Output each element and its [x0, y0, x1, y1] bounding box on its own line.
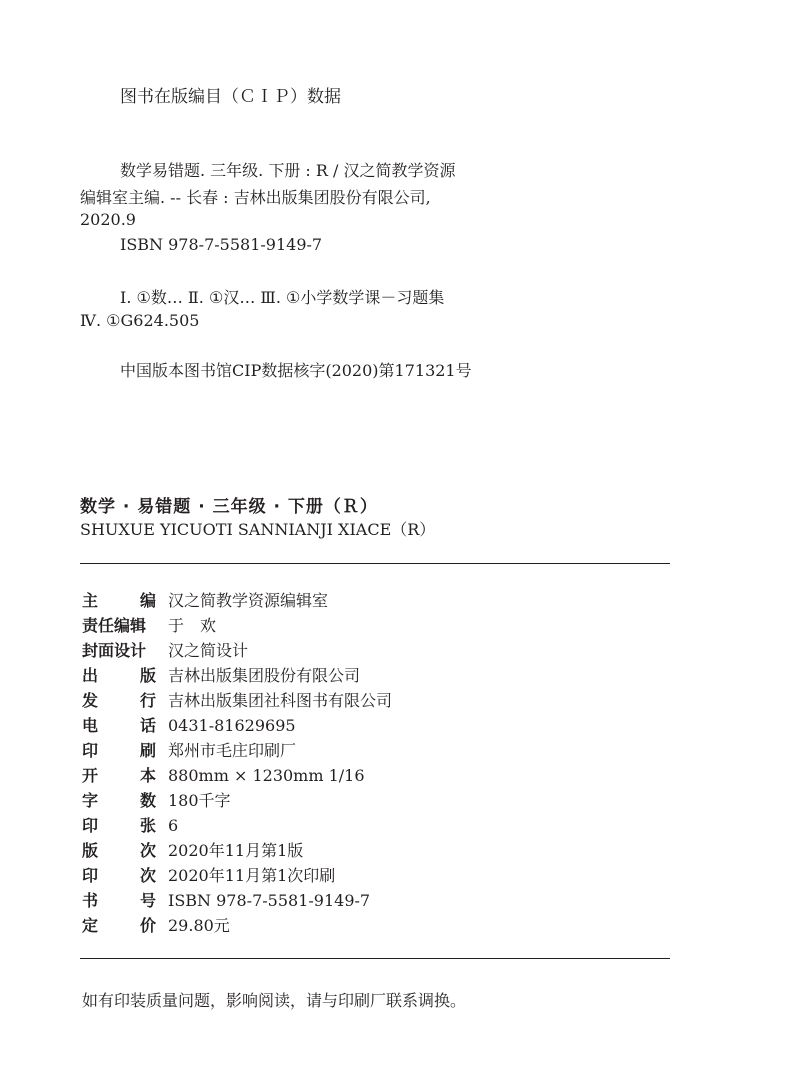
info-label-part: 定: [82, 916, 99, 935]
info-value: 180千字: [168, 791, 231, 810]
info-label-part: 行: [139, 691, 156, 710]
info-row: [82, 640, 602, 665]
info-label: [82, 840, 156, 862]
info-value: 6: [168, 816, 179, 835]
info-label-part: 版: [82, 841, 99, 860]
info-label: [82, 590, 156, 612]
info-row: [82, 815, 602, 840]
info-row: [82, 765, 602, 790]
info-label-part: 电: [82, 716, 99, 735]
info-label-part: 封面设计: [82, 641, 147, 660]
info-value: ISBN 978-7-5581-9149-7: [168, 891, 371, 910]
info-row: [82, 690, 602, 715]
cip-isbn-line: ISBN 978-7-5581-9149-7: [120, 235, 323, 254]
info-label-part: 印: [82, 741, 99, 760]
info-label: [82, 790, 156, 812]
book-title-cn: 数学 · 易错题 · 三年级 · 下册（Ｒ）: [80, 497, 378, 517]
info-row: [82, 890, 602, 915]
cip-title-line-2: 编辑室主编. -- 长春 : 吉林出版集团股份有限公司,: [80, 188, 431, 207]
info-label-part: 字: [82, 791, 99, 810]
info-label-part: 开: [82, 766, 99, 785]
info-row: [82, 865, 602, 890]
info-label-part: 本: [139, 766, 156, 785]
info-label-part: 话: [139, 716, 156, 735]
info-label-part: 号: [139, 891, 156, 910]
info-label-part: 编: [139, 591, 156, 610]
info-label-part: 书: [82, 891, 99, 910]
info-value: 汉之简教学资源编辑室: [168, 591, 329, 610]
info-value: 吉林出版集团社科图书有限公司: [168, 691, 393, 710]
info-value: 郑州市毛庄印刷厂: [168, 741, 297, 760]
info-value: 2020年11月第1版: [168, 841, 304, 860]
book-title-en: SHUXUE YICUOTI SANNIANJI XIACE（R）: [80, 520, 436, 539]
info-label-part: 次: [139, 841, 156, 860]
info-row: [82, 840, 602, 865]
info-label-part: 发: [82, 691, 99, 710]
info-label-part: 印: [82, 816, 99, 835]
info-label: [82, 640, 154, 662]
info-label: [82, 865, 156, 887]
info-row: [82, 665, 602, 690]
info-label-part: 次: [139, 866, 156, 885]
info-label-part: 张: [139, 816, 156, 835]
info-label: [82, 815, 156, 837]
info-value: 于 欢: [168, 616, 217, 635]
info-label: [82, 615, 154, 637]
info-label: [82, 765, 156, 787]
info-label: [82, 715, 156, 737]
info-row: [82, 915, 602, 940]
cip-record-line: 中国版本图书馆CIP数据核字(2020)第171321号: [120, 361, 472, 380]
cip-title-line-3: 2020.9: [80, 210, 136, 229]
top-divider: [80, 563, 670, 564]
info-label-part: 印: [82, 866, 99, 885]
info-label: [82, 915, 156, 937]
bottom-divider: [80, 958, 670, 959]
info-value: 2020年11月第1次印刷: [168, 866, 336, 885]
info-value: 29.80元: [168, 916, 230, 935]
info-value: 汉之简设计: [168, 641, 249, 660]
info-label-part: 刷: [139, 741, 156, 760]
cip-subject-line-2: Ⅳ. ①G624.505: [80, 311, 200, 330]
info-label-part: 主: [82, 591, 99, 610]
cip-subject-line-1: Ⅰ. ①数… Ⅱ. ①汉… Ⅲ. ①小学数学课－习题集: [120, 288, 445, 307]
info-label: [82, 690, 156, 712]
info-label-part: 价: [139, 916, 156, 935]
quality-note: 如有印装质量问题，影响阅读，请与印刷厂联系调换。: [82, 991, 467, 1010]
info-label: [82, 740, 156, 762]
info-row: [82, 790, 602, 815]
info-value: 吉林出版集团股份有限公司: [168, 666, 361, 685]
info-label-part: 版: [139, 666, 156, 685]
publication-info-table: [82, 590, 602, 940]
info-label: [82, 890, 156, 912]
info-label-part: 责任编辑: [82, 616, 147, 635]
info-row: [82, 590, 602, 615]
info-value: 880mm × 1230mm 1/16: [168, 766, 365, 785]
info-row: [82, 615, 602, 640]
info-row: [82, 740, 602, 765]
info-label-part: 出: [82, 666, 99, 685]
info-row: [82, 715, 602, 740]
info-value: 0431-81629695: [168, 716, 296, 735]
cip-heading: 图书在版编目（ＣＩＰ）数据: [120, 87, 341, 107]
info-label: [82, 665, 156, 687]
info-label-part: 数: [139, 791, 156, 810]
cip-title-line-1: 数学易错题. 三年级. 下册 : R / 汉之简教学资源: [120, 161, 456, 180]
